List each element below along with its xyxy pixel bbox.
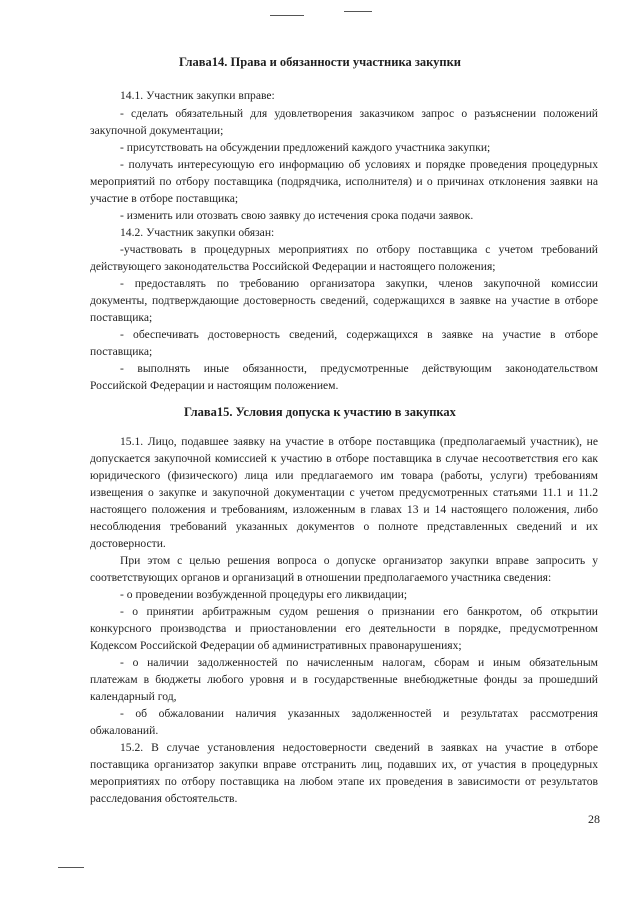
text-line: несоблюдения требований указанных документов о полноте представленных сведений и их xyxy=(90,520,598,533)
text-line: допускается закупочной комиссией к участию в отборе поставщика в случае несоответствия его как xyxy=(90,452,598,465)
scan-mark xyxy=(270,15,304,16)
clause-15-1: 15.1. Лицо, подавшее заявку на участие в отборе поставщика (предполагаемый участник), не xyxy=(120,435,598,448)
text-line: - получать интересующую его информацию об условиях и порядке проведения процедурных xyxy=(120,158,598,171)
clause-14-1: 14.1. Участник закупки вправе: xyxy=(120,89,275,102)
text-line: платежам в бюджеты любого уровня и в государственные внебюджетные фонды за прошедший xyxy=(90,673,598,686)
list-item: - об обжаловании наличия указанных задолженностей и результатах рассмотрения xyxy=(120,707,598,720)
text-line: расследования обстоятельств. xyxy=(90,792,238,805)
clause-14-2: 14.2. Участник закупки обязан: xyxy=(120,226,275,239)
scan-mark xyxy=(58,867,84,868)
text-line: - изменить или отозвать свою заявку до истечения срока подачи заявок. xyxy=(120,209,474,222)
scan-mark xyxy=(344,11,372,12)
text-line: - выполнять иные обязанности, предусмотренные действующим законодательством xyxy=(120,362,598,375)
chapter-14-title: Глава14. Права и обязанности участника закупки xyxy=(178,55,461,69)
page-number: 28 xyxy=(588,812,600,826)
text-line: конкурсного производства и приостановлении его деятельности в порядке, предусмотренном xyxy=(90,622,598,635)
list-item: - о принятии арбитражным судом решения о признании его банкротом, об открытии xyxy=(120,605,598,618)
text-line: юридического (физического) лица или предлагаемого им товара (работы, услуги) требованиям xyxy=(90,469,598,482)
text-line: - сделать обязательный для удовлетворения заказчиком запрос о разъяснении положений xyxy=(120,107,598,120)
text-line: - обеспечивать достоверность сведений, содержащихся в заявке на участие в отборе xyxy=(120,328,598,341)
text-line: извещения о закупке и закупочной документации с учетом предусмотренных статьями 11.1 и 11.2 xyxy=(90,486,598,499)
text-line: поставщика; xyxy=(90,311,153,324)
text-line: - предоставлять по требованию организатора закупки, членов закупочной комиссии xyxy=(120,277,598,290)
list-item: - о проведении возбужденной процедуры его ликвидации; xyxy=(120,588,408,601)
text-line: При этом с целью решения вопроса о допуске организатор закупки вправе запросить у xyxy=(120,554,598,567)
text-line: календарный год, xyxy=(90,690,177,703)
text-line: обжалований. xyxy=(90,724,159,737)
text-line: действующего законодательства Российской Федерации и настоящего положения; xyxy=(90,260,496,273)
text-line: поставщика; xyxy=(90,345,153,358)
text-line: соответствующих органов и организаций в отношении предполагаемого участника сведения: xyxy=(90,571,552,584)
clause-15-2: 15.2. В случае установления недостоверности сведений в заявках на участие в отборе xyxy=(120,741,598,754)
text-line: участие в отборе поставщика; xyxy=(90,192,239,205)
text-line: поставщика организатор закупки вправе отстранить лиц, подавших их, от участия в процедурных xyxy=(90,758,598,771)
text-line: Кодексом Российской Федерации об административных правонарушениях; xyxy=(90,639,462,652)
text-line: мероприятиях по отбору поставщика на любом этапе их проведения в зависимости от результатов xyxy=(90,775,598,788)
text-line: - присутствовать на обсуждении предложений каждого участника закупки; xyxy=(120,141,491,154)
text-line: настоящего положения и требованиям, изложенным в главах 13 и 14 настоящего положения, либо xyxy=(90,503,598,516)
text-line: достоверности. xyxy=(90,537,166,550)
text-line: документы, подтверждающие достоверность сведений, содержащихся в заявке на участие в отборе xyxy=(90,294,598,307)
chapter-15-title: Глава15. Условия допуска к участию в закупках xyxy=(184,405,456,419)
text-line: -участвовать в процедурных мероприятиях по отбору поставщика с учетом требований xyxy=(120,243,598,256)
list-item: - о наличии задолженностей по начисленным налогам, сборам и иным обязательным xyxy=(120,656,598,669)
text-line: мероприятий по отбору поставщика (подрядчика, исполнителя) и о причинах отклонения заявки на xyxy=(90,175,598,188)
text-line: Российской Федерации и настоящим положением. xyxy=(90,379,339,392)
text-line: закупочной документации; xyxy=(90,124,224,137)
